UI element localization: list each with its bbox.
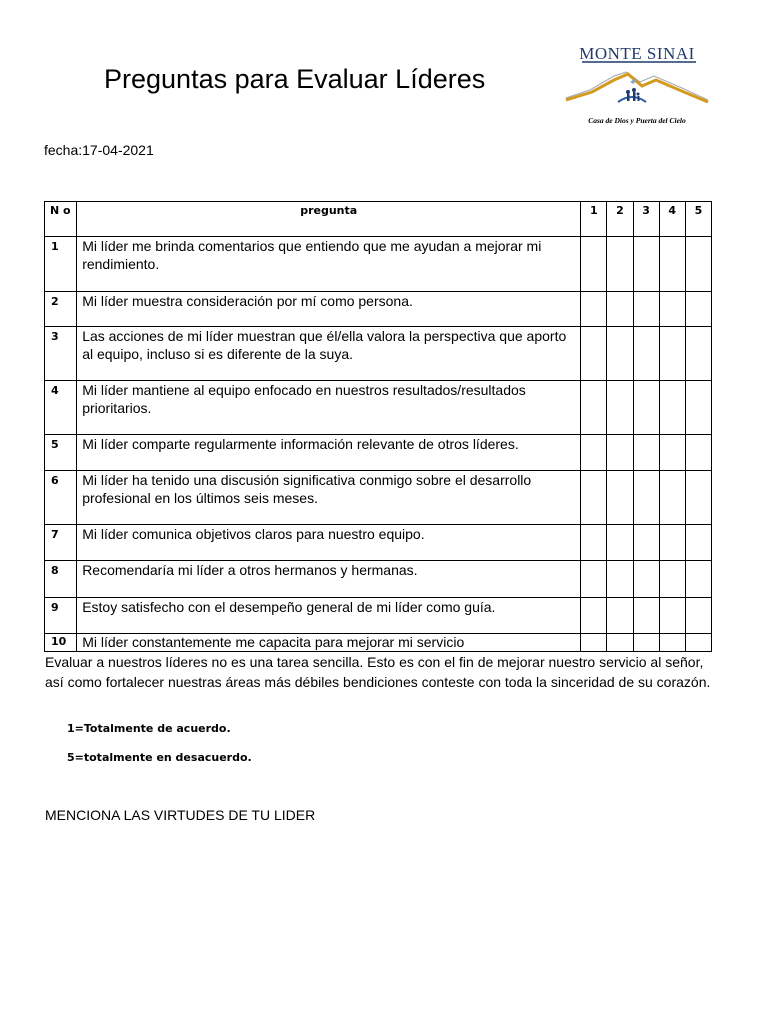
row-question: Mi líder muestra consideración por mí como persona.: [77, 292, 581, 327]
score-cell[interactable]: [581, 292, 607, 327]
table-row: [45, 598, 712, 634]
header-score-5: 5: [685, 202, 711, 237]
score-cell[interactable]: [581, 237, 607, 292]
row-question: Mi líder mantiene al equipo enfocado en nuestros resultados/resultados prioritarios.: [77, 381, 581, 435]
row-number: 3: [45, 327, 77, 381]
header-number: N o: [45, 202, 77, 237]
table-row: [45, 525, 712, 561]
score-cell[interactable]: [581, 471, 607, 525]
score-cell[interactable]: [659, 471, 685, 525]
row-number: 6: [45, 471, 77, 525]
evaluation-table: [44, 201, 712, 652]
table-row: [45, 435, 712, 471]
header-score-1: 1: [581, 202, 607, 237]
score-cell[interactable]: [685, 435, 711, 471]
score-cell[interactable]: [685, 598, 711, 634]
score-cell[interactable]: [607, 381, 633, 435]
row-question: Mi líder ha tenido una discusión significativa conmigo sobre el desarrollo profesional en los últimos seis meses.: [77, 471, 581, 525]
row-question: Mi líder comparte regularmente información relevante de otros líderes.: [77, 435, 581, 471]
row-number: 4: [45, 381, 77, 435]
virtues-prompt: MENCIONA LAS VIRTUDES DE TU LIDER: [45, 807, 316, 823]
row-question: Las acciones de mi líder muestran que él/ella valora la perspectiva que aporto al equipo, incluso si es diferente de la suya.: [77, 327, 581, 381]
score-cell[interactable]: [633, 525, 659, 561]
logo-tagline: Casa de Dios y Puerta del Cielo: [588, 116, 686, 125]
score-cell[interactable]: [685, 381, 711, 435]
score-cell[interactable]: [607, 471, 633, 525]
row-question: Estoy satisfecho con el desempeño general de mi líder como guía.: [77, 598, 581, 634]
score-cell[interactable]: [633, 561, 659, 598]
table-row: [45, 327, 712, 381]
table-row: [45, 237, 712, 292]
score-cell[interactable]: [633, 435, 659, 471]
score-cell[interactable]: [633, 237, 659, 292]
score-cell[interactable]: [659, 327, 685, 381]
score-cell[interactable]: [581, 525, 607, 561]
score-cell[interactable]: [659, 381, 685, 435]
score-cell[interactable]: [685, 561, 711, 598]
row-number: 7: [45, 525, 77, 561]
score-cell[interactable]: [607, 435, 633, 471]
row-question: Mi líder me brinda comentarios que entiendo que me ayudan a mejorar mi rendimiento.: [77, 237, 581, 292]
score-cell[interactable]: [581, 435, 607, 471]
header-score-4: 4: [659, 202, 685, 237]
score-cell[interactable]: [659, 237, 685, 292]
row-question: Mi líder comunica objetivos claros para nuestro equipo.: [77, 525, 581, 561]
table-row: [45, 561, 712, 598]
score-cell[interactable]: [607, 598, 633, 634]
instructions-paragraph: Evaluar a nuestros líderes no es una tarea sencilla. Esto es con el fin de mejorar nuestro servicio al señor, así como fortalecer nuestras áreas más débiles bendiciones conteste con toda la sinceridad de su corazón.: [45, 654, 711, 690]
score-cell[interactable]: [633, 381, 659, 435]
table-row: [45, 634, 712, 652]
score-cell[interactable]: [659, 525, 685, 561]
score-cell[interactable]: [659, 292, 685, 327]
church-logo: [562, 42, 712, 132]
header-score-3: 3: [633, 202, 659, 237]
row-number: 1: [45, 237, 77, 292]
score-cell[interactable]: [581, 381, 607, 435]
score-cell[interactable]: [581, 598, 607, 634]
row-number: 8: [45, 561, 77, 598]
date-field: fecha:17-04-2021: [44, 142, 154, 158]
row-number: 2: [45, 292, 77, 327]
score-cell[interactable]: [659, 561, 685, 598]
score-cell[interactable]: [607, 237, 633, 292]
score-cell[interactable]: [607, 561, 633, 598]
score-cell[interactable]: [581, 561, 607, 598]
score-cell[interactable]: [685, 292, 711, 327]
header-question: pregunta: [77, 202, 581, 237]
page-title: Preguntas para Evaluar Líderes: [104, 64, 486, 94]
score-cell[interactable]: [685, 634, 711, 652]
score-cell[interactable]: [581, 327, 607, 381]
logo-name: MONTE SINAI: [579, 44, 695, 63]
score-cell[interactable]: [607, 634, 633, 652]
score-cell[interactable]: [633, 292, 659, 327]
score-cell[interactable]: [659, 435, 685, 471]
score-cell[interactable]: [633, 634, 659, 652]
table-row: [45, 292, 712, 327]
score-cell[interactable]: [633, 471, 659, 525]
score-cell[interactable]: [581, 634, 607, 652]
legend-agree: 1=Totalmente de acuerdo.: [67, 722, 231, 735]
table-row: [45, 381, 712, 435]
score-cell[interactable]: [685, 237, 711, 292]
score-cell[interactable]: [659, 634, 685, 652]
score-cell[interactable]: [607, 292, 633, 327]
header-score-2: 2: [607, 202, 633, 237]
score-cell[interactable]: [633, 598, 659, 634]
table-row: [45, 471, 712, 525]
legend-disagree: 5=totalmente en desacuerdo.: [67, 751, 252, 764]
score-cell[interactable]: [685, 471, 711, 525]
row-question: Mi líder constantemente me capacita para mejorar mi servicio: [77, 634, 581, 652]
table-header-row: [45, 202, 712, 237]
score-cell[interactable]: [685, 525, 711, 561]
row-number: 5: [45, 435, 77, 471]
row-question: Recomendaría mi líder a otros hermanos y hermanas.: [77, 561, 581, 598]
score-cell[interactable]: [633, 327, 659, 381]
score-cell[interactable]: [659, 598, 685, 634]
row-number: 10: [45, 634, 77, 652]
score-cell[interactable]: [685, 327, 711, 381]
row-number: 9: [45, 598, 77, 634]
score-cell[interactable]: [607, 525, 633, 561]
score-cell[interactable]: [607, 327, 633, 381]
